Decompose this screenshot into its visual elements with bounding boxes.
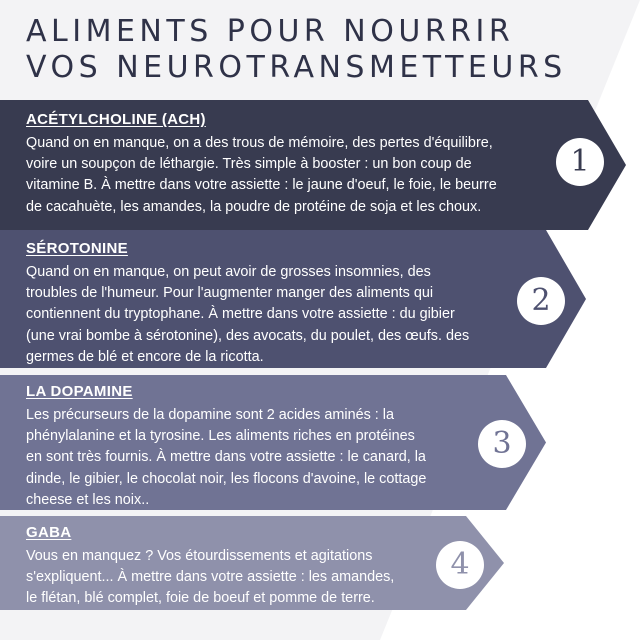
body-line: Les précurseurs de la dopamine sont 2 acides aminés : la [26,407,394,423]
body-line: Vous en manquez ? Vos étourdissements et agitations [26,548,373,564]
body-line: le flétan, blé complet, foie de boeuf et pomme de terre. [26,590,375,607]
section-heading: SÉROTONINE [26,240,128,257]
body-line: phénylalanine et la tyrosine. Les aliments riches en protéines [26,428,415,445]
section-content [26,383,426,511]
section-body [26,133,497,218]
title-line-2: VOS NEUROTRANSMETTEURS [26,50,567,85]
section-heading: GABA [26,524,72,541]
body-line: dinde, le gibier, le chocolat noir, les flocons d'avoine, le cottage [26,470,427,487]
body-line: s'expliquent... À mettre dans votre assiette : les amandes, [26,569,395,586]
section-dopamine [0,375,628,510]
body-line: vitamine B. À mettre dans votre assiette : le jaune d'oeuf, le foie, le beurre [26,177,497,194]
body-line: (une vrai bombe à sérotonine), des avocats, du poulet, des œufs. des [26,327,470,344]
section-content [26,240,469,368]
section-acetylcholine [0,100,628,230]
body-line: Quand on en manque, on peut avoir de grosses insomnies, des [26,264,431,280]
body-line: en sont très fournis. À mettre dans votre assiette : le canard, la [26,449,426,466]
section-body [26,546,394,610]
body-line: voire un soupçon de léthargie. Très simple à booster : un bon coup de [26,156,472,173]
section-body [26,262,469,368]
section-heading: ACÉTYLCHOLINE (ACH) [26,111,206,128]
body-line: troubles de l'humeur. Pour l'augmenter manger des aliments qui [26,285,434,302]
number-badge-2: 2 [517,277,565,325]
title-line-1: ALIMENTS POUR NOURRIR [26,14,515,49]
page-title [26,14,567,86]
body-line: de cacahuète, les amandes, la poudre de protéine de soja et les choux. [26,198,482,215]
number-badge-3: 3 [478,420,526,468]
section-content [26,111,497,218]
section-gaba [0,516,628,610]
body-line: Quand on en manque, on a des trous de mémoire, des pertes d'équilibre, [26,135,493,151]
number-badge-4: 4 [436,541,484,589]
body-line: contiennent du tryptophane. À mettre dans votre assiette : du gibier [26,306,455,323]
section-content [26,524,394,610]
body-line: cheese et les noix.. [26,491,150,508]
section-body [26,405,426,511]
number-badge-1: 1 [556,138,604,186]
section-heading: LA DOPAMINE [26,383,133,400]
body-line: germes de blé et encore de la ricotta. [26,348,264,365]
